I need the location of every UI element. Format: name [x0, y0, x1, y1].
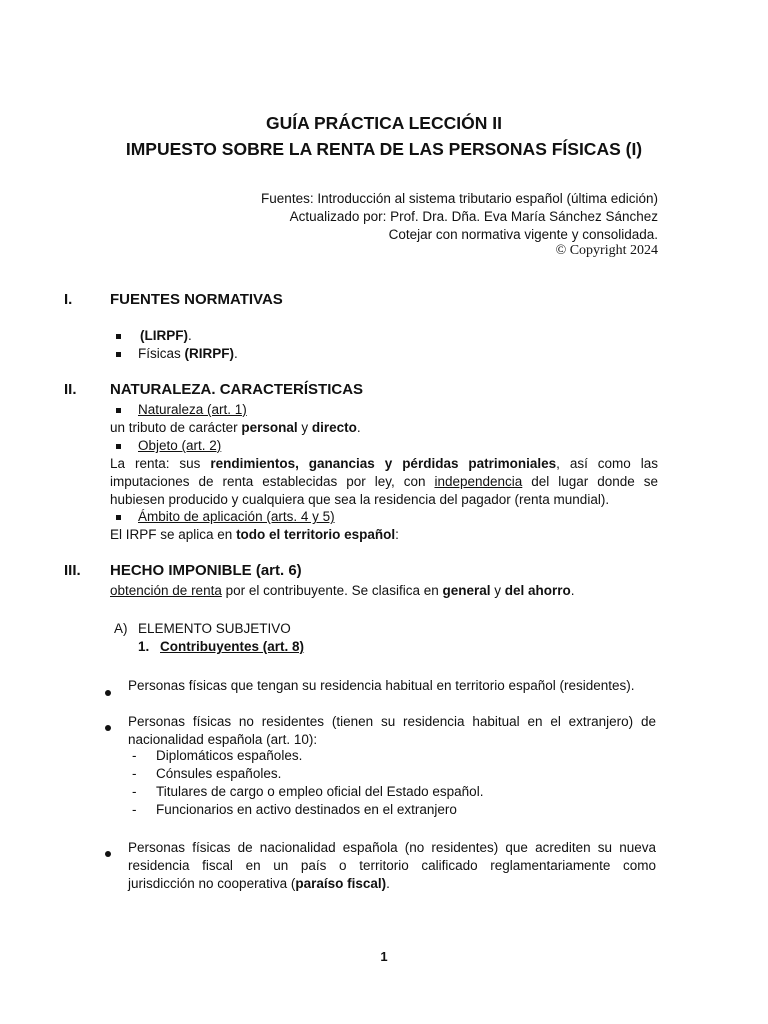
- section-1-title: FUENTES NORMATIVAS: [110, 291, 283, 308]
- ambito-text: El IRPF se aplica en todo el territorio español:: [110, 527, 399, 542]
- section-2-title: NATURALEZA. CARACTERÍSTICAS: [110, 381, 364, 398]
- dash-item: Cónsules españoles.: [156, 766, 282, 781]
- contribuyentes-bullet-1: Personas físicas que tengan su residencia habitual en territorio español (residentes).: [128, 678, 635, 693]
- dash-item: Titulares de cargo o empleo oficial del Estado español.: [156, 784, 484, 799]
- square-bullet-icon: [116, 402, 121, 417]
- square-bullet-icon: [116, 346, 121, 361]
- section-3-number: III.: [64, 562, 81, 579]
- title-line-1: GUÍA PRÁCTICA LECCIÓN II: [266, 113, 502, 133]
- copyright-line: © Copyright 2024: [555, 243, 658, 258]
- subsection-title: ELEMENTO SUBJETIVO: [138, 621, 291, 636]
- round-bullet-icon: [105, 683, 111, 701]
- dash-bullet-icon: -: [132, 802, 137, 817]
- dash-item: Diplomáticos españoles.: [156, 748, 303, 763]
- subsection-label: A): [114, 621, 128, 636]
- objeto-heading: Objeto (art. 2): [138, 438, 222, 453]
- dash-bullet-icon: -: [132, 748, 137, 763]
- section-2-number: II.: [64, 381, 77, 398]
- round-bullet-icon: [105, 718, 111, 736]
- objeto-paragraph: La renta: sus rendimientos, ganancias y pérdidas patrimoniales, así como las imputaciones de renta establecidas por ley, con independencia del lugar donde se hubiesen producido y cualquiera que sea la residencia del pagador (renta mundial).: [110, 456, 659, 507]
- title-line-2: IMPUESTO SOBRE LA RENTA DE LAS PERSONAS FÍSICAS (I): [125, 139, 643, 159]
- updated-by-line: Actualizado por: Prof. Dra. Dña. Eva María Sánchez Sánchez: [289, 209, 658, 224]
- dash-bullet-icon: -: [132, 784, 137, 799]
- square-bullet-icon: [116, 509, 121, 524]
- section-3-title: HECHO IMPONIBLE (art. 6): [110, 562, 302, 579]
- naturaleza-text: un tributo de carácter personal y directo.: [110, 420, 361, 435]
- hecho-imponible-text: obtención de renta por el contribuyente. Se clasifica en general y del ahorro.: [110, 583, 575, 598]
- section-1-bullet-1: (LIRPF).: [140, 328, 192, 343]
- dash-bullet-icon: -: [132, 766, 137, 781]
- page-number: 1: [380, 949, 388, 964]
- sources-line: Fuentes: Introducción al sistema tributario español (última edición): [261, 191, 658, 206]
- section-1-bullet-2: Físicas (RIRPF).: [138, 346, 238, 361]
- section-1-number: I.: [64, 291, 73, 308]
- square-bullet-icon: [116, 328, 121, 343]
- ambito-heading: Ámbito de aplicación (arts. 4 y 5): [138, 509, 335, 524]
- round-bullet-icon: [105, 844, 111, 862]
- contribuyentes-bullet-2: Personas físicas no residentes (tienen su residencia habitual en el extranjero) de nacionalidad española (art. 10):: [128, 714, 656, 747]
- dash-item: Funcionarios en activo destinados en el extranjero: [156, 802, 457, 817]
- contribuyentes-bullet-3: Personas físicas de nacionalidad española (no residentes) que acrediten su nueva residencia fiscal en un país o territorio calificado reglamentariamente como jurisdicción no cooperativa (paraíso fiscal).: [128, 840, 656, 891]
- naturaleza-heading: Naturaleza (art. 1): [138, 402, 247, 417]
- contribuyentes-heading: Contribuyentes (art. 8): [160, 639, 305, 654]
- square-bullet-icon: [116, 438, 121, 453]
- contribuyentes-number: 1.: [138, 639, 150, 654]
- verify-line: Cotejar con normativa vigente y consolidada.: [388, 227, 658, 242]
